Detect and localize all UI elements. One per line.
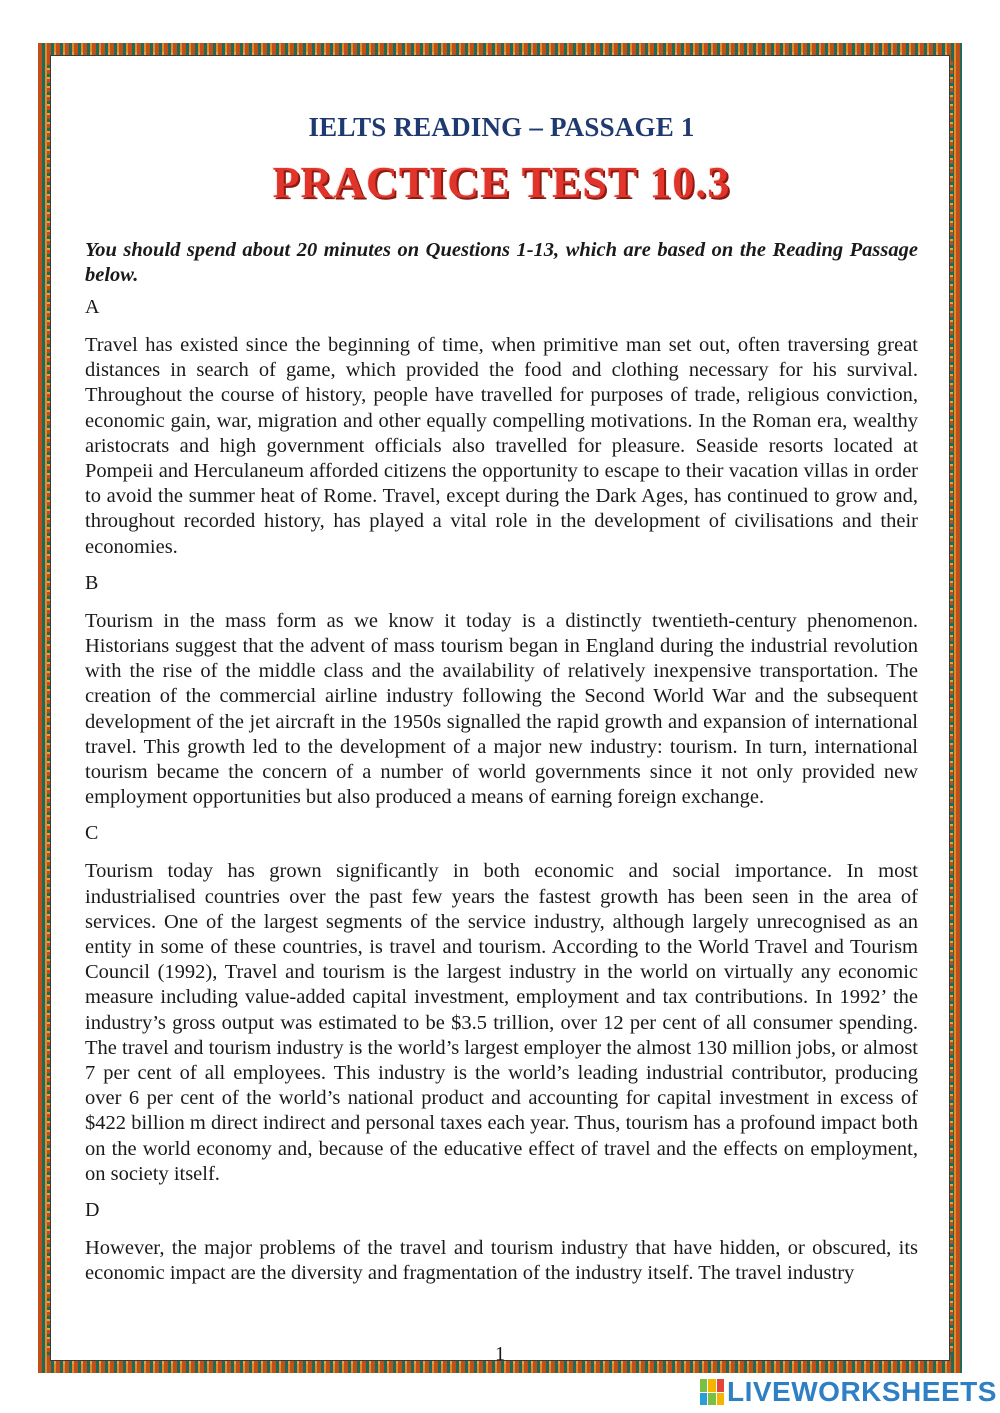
liveworksheets-logo-icon — [700, 1379, 724, 1405]
paragraph-b: Tourism in the mass form as we know it today is a distinctly twentieth-century phenomenon. Historians suggest that the advent of mass tourism began in England during the industrial revolution with the rise of the middle class and the availability of relatively inexpensive transportation. The creation of the commercial airline industry following the Second World War and the subsequent development of the jet aircraft in the 1950s signalled the rapid growth and expansion of international travel. This growth led to the development of a major new industry: tourism. In turn, international tourism became the concern of a number of world governments since it not only provided new employment opportunities but also produced a means of earning foreign exchange. — [85, 609, 918, 809]
section-letter-a: A — [85, 296, 100, 318]
watermark — [700, 1376, 997, 1408]
page-number: 1 — [495, 1343, 505, 1365]
section-letter-b: B — [85, 571, 99, 594]
paragraph-d: However, the major problems of the travel and tourism industry that have hidden, or obscured, its economic impact are the diversity and fragmentation of the industry itself. The travel industry — [85, 1237, 918, 1285]
paragraph-c: Tourism today has grown significantly in both economic and social importance. In most industrialised countries over the past few years the fastest growth has been seen in the area of services. One of the largest segments of the service industry, although largely unrecognised as an entity in some of these countries, is travel and tourism. According to the World Travel and Tourism Council (1992), Travel and tourism is the largest industry in the world on virtually any economic measure including value-added capital investment, employment and tax contributions. In 1992’ the industry’s gross output was estimated to be $3.5 trillion, over 12 per cent of all consumer spending. The travel and tourism industry is the world’s largest employer the almost 130 million jobs, or almost 7 per cent of all employees. This industry is the world’s leading industrial contributor, producing over 6 per cent of the world’s national product and accounting for capital investment in excess of $422 billion m direct indirect and personal taxes each year. Thus, tourism has a profound impact both on the world economy and, because of the educative effect of travel and the effects on employment, on society itself. — [85, 860, 918, 1185]
watermark-text: LIVEWORKSHEETS — [727, 1376, 997, 1407]
instructions: You should spend about 20 minutes on Questions 1-13, which are based on the Reading Passage below. — [85, 239, 918, 286]
practice-test-title: PRACTICE TEST 10.3 — [272, 158, 731, 207]
page-title: IELTS READING – PASSAGE 1 — [308, 112, 695, 142]
document-body — [85, 112, 918, 1299]
paragraph-a: Travel has existed since the beginning of time, when primitive man set out, often traversing great distances in search of game, which provided the food and clothing necessary for his survival. Throughout the course of history, people have travelled for purposes of trade, religious conviction, economic gain, war, migration and other equally compelling motivations. In the Roman era, wealthy aristocrats and high government officials also travelled for pleasure. Seaside resorts located at Pompeii and Herculaneum afforded citizens the opportunity to escape to their vacation villas in order to avoid the summer heat of Rome. Travel, except during the Dark Ages, has continued to grow and, throughout recorded history, has played a vital role in the development of civilisations and their economies. — [85, 334, 918, 558]
section-letter-d: D — [85, 1199, 100, 1222]
section-letter-c: C — [85, 822, 99, 845]
